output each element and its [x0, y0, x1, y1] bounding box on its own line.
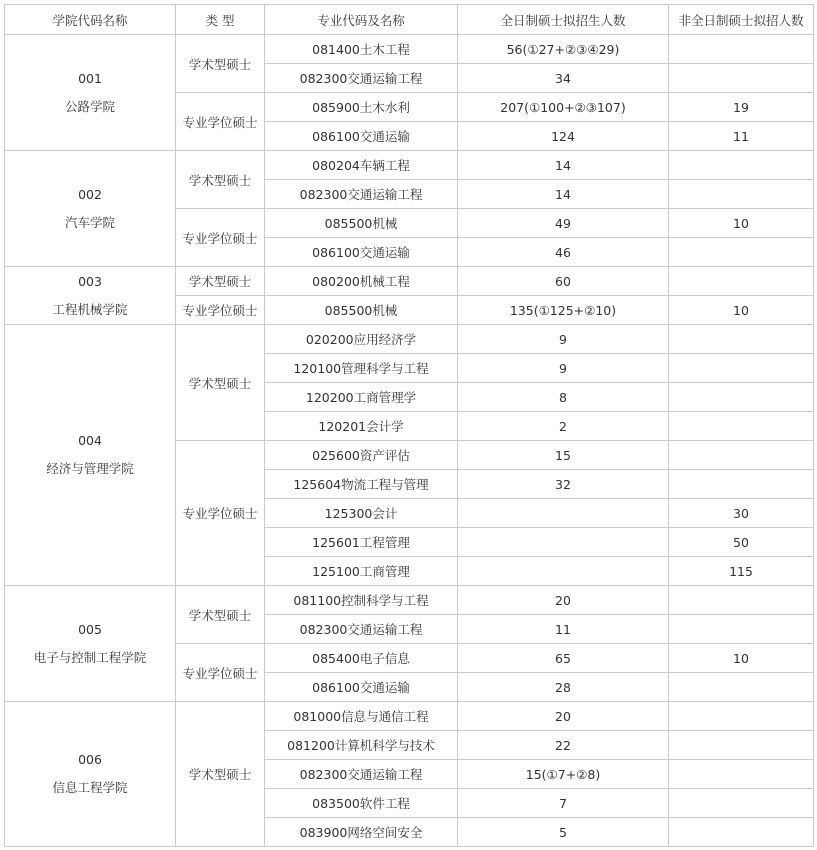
major-cell: 086100交通运输 — [265, 122, 458, 151]
major-cell: 125604物流工程与管理 — [265, 470, 458, 499]
full-time-cell: 135(①125+②10) — [458, 296, 669, 325]
full-time-cell: 9 — [458, 325, 669, 354]
part-time-cell — [669, 354, 814, 383]
major-cell: 083500软件工程 — [265, 789, 458, 818]
part-time-cell — [669, 818, 814, 847]
full-time-cell: 14 — [458, 180, 669, 209]
type-cell: 学术型硕士 — [176, 586, 265, 644]
part-time-cell — [669, 615, 814, 644]
part-time-cell — [669, 151, 814, 180]
full-time-cell: 56(①27+②③④29) — [458, 35, 669, 64]
type-cell: 学术型硕士 — [176, 35, 265, 93]
part-time-cell — [669, 238, 814, 267]
full-time-cell: 20 — [458, 702, 669, 731]
major-cell: 125100工商管理 — [265, 557, 458, 586]
type-cell: 专业学位硕士 — [176, 441, 265, 586]
part-time-cell: 30 — [669, 499, 814, 528]
full-time-cell: 207(①100+②③107) — [458, 93, 669, 122]
table-row — [5, 325, 814, 354]
header-row — [5, 5, 814, 35]
full-time-cell: 46 — [458, 238, 669, 267]
full-time-cell — [458, 557, 669, 586]
part-time-cell — [669, 180, 814, 209]
table-row — [5, 151, 814, 180]
college-cell — [5, 151, 176, 267]
part-time-cell — [669, 64, 814, 93]
major-cell: 125300会计 — [265, 499, 458, 528]
type-cell: 专业学位硕士 — [176, 644, 265, 702]
type-cell: 学术型硕士 — [176, 325, 265, 441]
part-time-cell — [669, 760, 814, 789]
part-time-cell — [669, 789, 814, 818]
full-time-cell: 8 — [458, 383, 669, 412]
part-time-cell: 10 — [669, 296, 814, 325]
type-cell: 专业学位硕士 — [176, 209, 265, 267]
major-cell: 085400电子信息 — [265, 644, 458, 673]
part-time-cell — [669, 267, 814, 296]
major-cell: 081100控制科学与工程 — [265, 586, 458, 615]
header-major: 专业代码及名称 — [265, 5, 458, 35]
full-time-cell: 7 — [458, 789, 669, 818]
major-cell: 020200应用经济学 — [265, 325, 458, 354]
header-full-time: 全日制硕士拟招生人数 — [458, 5, 669, 35]
major-cell: 083900网络空间安全 — [265, 818, 458, 847]
college-cell — [5, 586, 176, 702]
major-cell: 085500机械 — [265, 296, 458, 325]
table-row — [5, 586, 814, 615]
college-name: 电子与控制工程学院 — [33, 649, 147, 665]
type-cell: 学术型硕士 — [176, 267, 265, 296]
major-cell: 082300交通运输工程 — [265, 615, 458, 644]
part-time-cell: 50 — [669, 528, 814, 557]
major-cell: 120200工商管理学 — [265, 383, 458, 412]
college-name: 汽车学院 — [64, 214, 115, 230]
full-time-cell — [458, 499, 669, 528]
college-cell — [5, 325, 176, 586]
type-cell: 专业学位硕士 — [176, 93, 265, 151]
part-time-cell — [669, 731, 814, 760]
part-time-cell — [669, 586, 814, 615]
college-name: 信息工程学院 — [52, 780, 128, 795]
college-name: 工程机械学院 — [52, 301, 128, 317]
full-time-cell: 60 — [458, 267, 669, 296]
full-time-cell: 20 — [458, 586, 669, 615]
header-college: 学院代码名称 — [5, 5, 176, 35]
major-cell: 086100交通运输 — [265, 673, 458, 702]
college-code: 005 — [78, 621, 102, 637]
major-cell: 085500机械 — [265, 209, 458, 238]
major-cell: 082300交通运输工程 — [265, 760, 458, 789]
full-time-cell: 15 — [458, 441, 669, 470]
part-time-cell — [669, 441, 814, 470]
header-part-time: 非全日制硕士拟招人数 — [669, 5, 814, 35]
header-type: 类 型 — [176, 5, 265, 35]
major-cell: 086100交通运输 — [265, 238, 458, 267]
part-time-cell — [669, 673, 814, 702]
full-time-cell: 9 — [458, 354, 669, 383]
full-time-cell: 34 — [458, 64, 669, 93]
major-cell: 081400土木工程 — [265, 35, 458, 64]
major-cell: 080200机械工程 — [265, 267, 458, 296]
table-row — [5, 702, 814, 731]
type-cell: 学术型硕士 — [176, 702, 265, 847]
part-time-cell: 10 — [669, 209, 814, 238]
full-time-cell: 49 — [458, 209, 669, 238]
full-time-cell: 28 — [458, 673, 669, 702]
part-time-cell — [669, 470, 814, 499]
table-row — [5, 35, 814, 64]
part-time-cell — [669, 383, 814, 412]
college-name: 经济与管理学院 — [46, 461, 134, 476]
college-cell — [5, 702, 176, 847]
full-time-cell: 11 — [458, 615, 669, 644]
major-cell: 082300交通运输工程 — [265, 64, 458, 93]
major-cell: 085900土木水利 — [265, 93, 458, 122]
full-time-cell: 2 — [458, 412, 669, 441]
full-time-cell: 32 — [458, 470, 669, 499]
college-code: 002 — [78, 186, 102, 202]
college-code: 004 — [78, 433, 102, 448]
major-cell: 120201会计学 — [265, 412, 458, 441]
college-code: 001 — [78, 70, 102, 86]
part-time-cell — [669, 35, 814, 64]
type-cell: 专业学位硕士 — [176, 296, 265, 325]
part-time-cell: 10 — [669, 644, 814, 673]
major-cell: 080204车辆工程 — [265, 151, 458, 180]
full-time-cell: 65 — [458, 644, 669, 673]
college-cell — [5, 267, 176, 325]
part-time-cell: 115 — [669, 557, 814, 586]
college-code: 006 — [78, 752, 102, 767]
college-cell — [5, 35, 176, 151]
college-name: 公路学院 — [64, 98, 115, 114]
major-cell: 025600资产评估 — [265, 441, 458, 470]
major-cell: 125601工程管理 — [265, 528, 458, 557]
type-cell: 学术型硕士 — [176, 151, 265, 209]
table-row — [5, 267, 814, 296]
part-time-cell — [669, 325, 814, 354]
full-time-cell: 14 — [458, 151, 669, 180]
enrollment-table — [4, 4, 814, 847]
part-time-cell: 19 — [669, 93, 814, 122]
part-time-cell — [669, 412, 814, 441]
full-time-cell — [458, 528, 669, 557]
part-time-cell: 11 — [669, 122, 814, 151]
full-time-cell: 5 — [458, 818, 669, 847]
part-time-cell — [669, 702, 814, 731]
full-time-cell: 15(①7+②8) — [458, 760, 669, 789]
full-time-cell: 22 — [458, 731, 669, 760]
full-time-cell: 124 — [458, 122, 669, 151]
major-cell: 081200计算机科学与技术 — [265, 731, 458, 760]
major-cell: 120100管理科学与工程 — [265, 354, 458, 383]
college-code: 003 — [78, 273, 102, 289]
major-cell: 082300交通运输工程 — [265, 180, 458, 209]
major-cell: 081000信息与通信工程 — [265, 702, 458, 731]
